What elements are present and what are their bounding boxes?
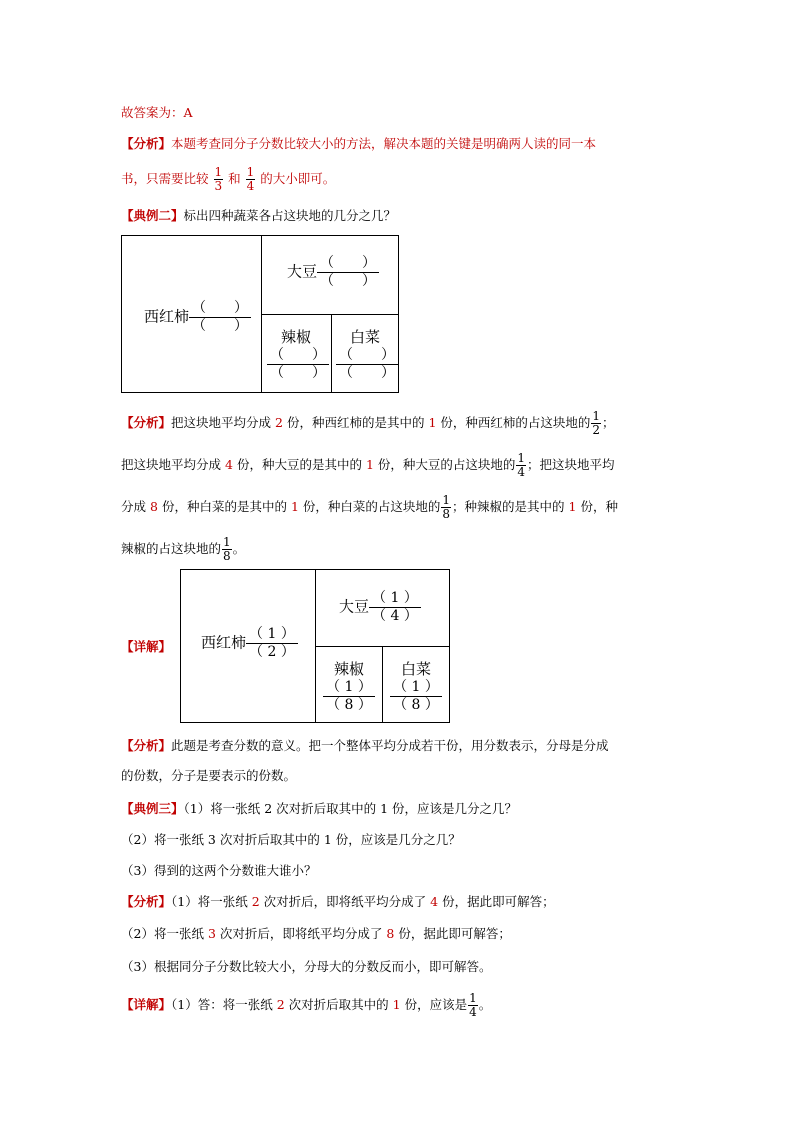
analysis2-line-2: 把这块地平均分成 4 份，种大豆的是其中的 1 份，种大豆的占这块地的 $\frac{1}{4}$ ；把这块地平均 [121,451,615,479]
cabbage-answer: 白菜 $\frac{( 1 )}{( 8 )}$ [387,658,445,714]
tomato-label: 西红柿 （ ） （ ） [144,300,251,335]
vegetable-plot-blank [121,235,399,393]
analysis3-line-2: 的份数，分子是要表示的份数。 [121,768,297,783]
cabbage-label: 白菜 （ ） （ ） [336,326,394,382]
example-three-q2: （2）将一张纸 3 次对折后取其中的 1 份，应该是几分之几？ [121,832,461,847]
analysis3-line-1: 【分析】此题是考查分数的意义。把一个整体平均分成若干份，用分数表示，分母是分成 [121,738,609,753]
vegetable-plot-answer [180,569,450,723]
analysis4-line-3: （3）根据同分子分数比较大小，分母大的分数反而小，即可解答。 [121,959,492,974]
analysis-line-1: 【分析】本题考查同分子分数比较大小的方法，解决本题的关键是明确两人读的同一本 [121,136,597,151]
example-three-q3: （3）得到的这两个分数谁大谁小？ [121,863,317,878]
fraction-one-fourth: $\frac{1}{4}$ [246,165,255,193]
detail-answer-line: 【详解】（1）答：将一张纸 2 次对折后取其中的 1 份，应该是 $\frac{1}{4}$ 。 [121,991,492,1019]
bean-label: 大豆 （ ） （ ） [287,255,379,290]
answer-line: 故答案为：A [121,105,193,120]
fraction-one-third: $\frac{1}{3}$ [214,165,223,193]
pepper-answer: 辣椒 $\frac{( 1 )}{( 8 )}$ [320,658,378,714]
analysis2-line-4: 辣椒的占这块地的 $\frac{1}{8}$ 。 [121,535,246,563]
example-three-heading: 【典例三】（1）将一张纸 2 次对折后取其中的 1 份，应该是几分之几？ [121,801,518,816]
detail-tag: 【详解】 [121,639,172,654]
pepper-label: 辣椒 （ ） （ ） [267,326,325,382]
tomato-answer: 西红柿 $\frac{( 1 )}{( 2 )}$ [201,626,298,661]
example-two-heading: 【典例二】标出四种蔬菜各占这块地的几分之几？ [121,208,397,223]
analysis4-line-2: （2）将一张纸 3 次对折后，即将纸平均分成了 8 份，据此即可解答； [121,926,511,941]
analysis-line-2: 书，只需要比较 $\frac{1}{3}$ 和 $\frac{1}{4}$ 的大小即可。 [121,165,336,193]
bean-answer: 大豆 $\frac{( 1 )}{( 4 )}$ [339,590,421,625]
analysis2-line-3: 分成 8 份，种白菜的是其中的 1 份，种白菜的占这块地的 $\frac{1}{8}$ ；种辣椒的是其中的 1 份，种 [121,493,618,521]
analysis4-line-1: 【分析】（1）将一张纸 2 次对折后，即将纸平均分成了 4 份，据此即可解答； [121,894,555,909]
analysis2-line-1: 【分析】把这块地平均分成 2 份，种西红柿的是其中的 1 份，种西红柿的占这块地的 $\frac{1}{2}$ ； [121,409,615,437]
